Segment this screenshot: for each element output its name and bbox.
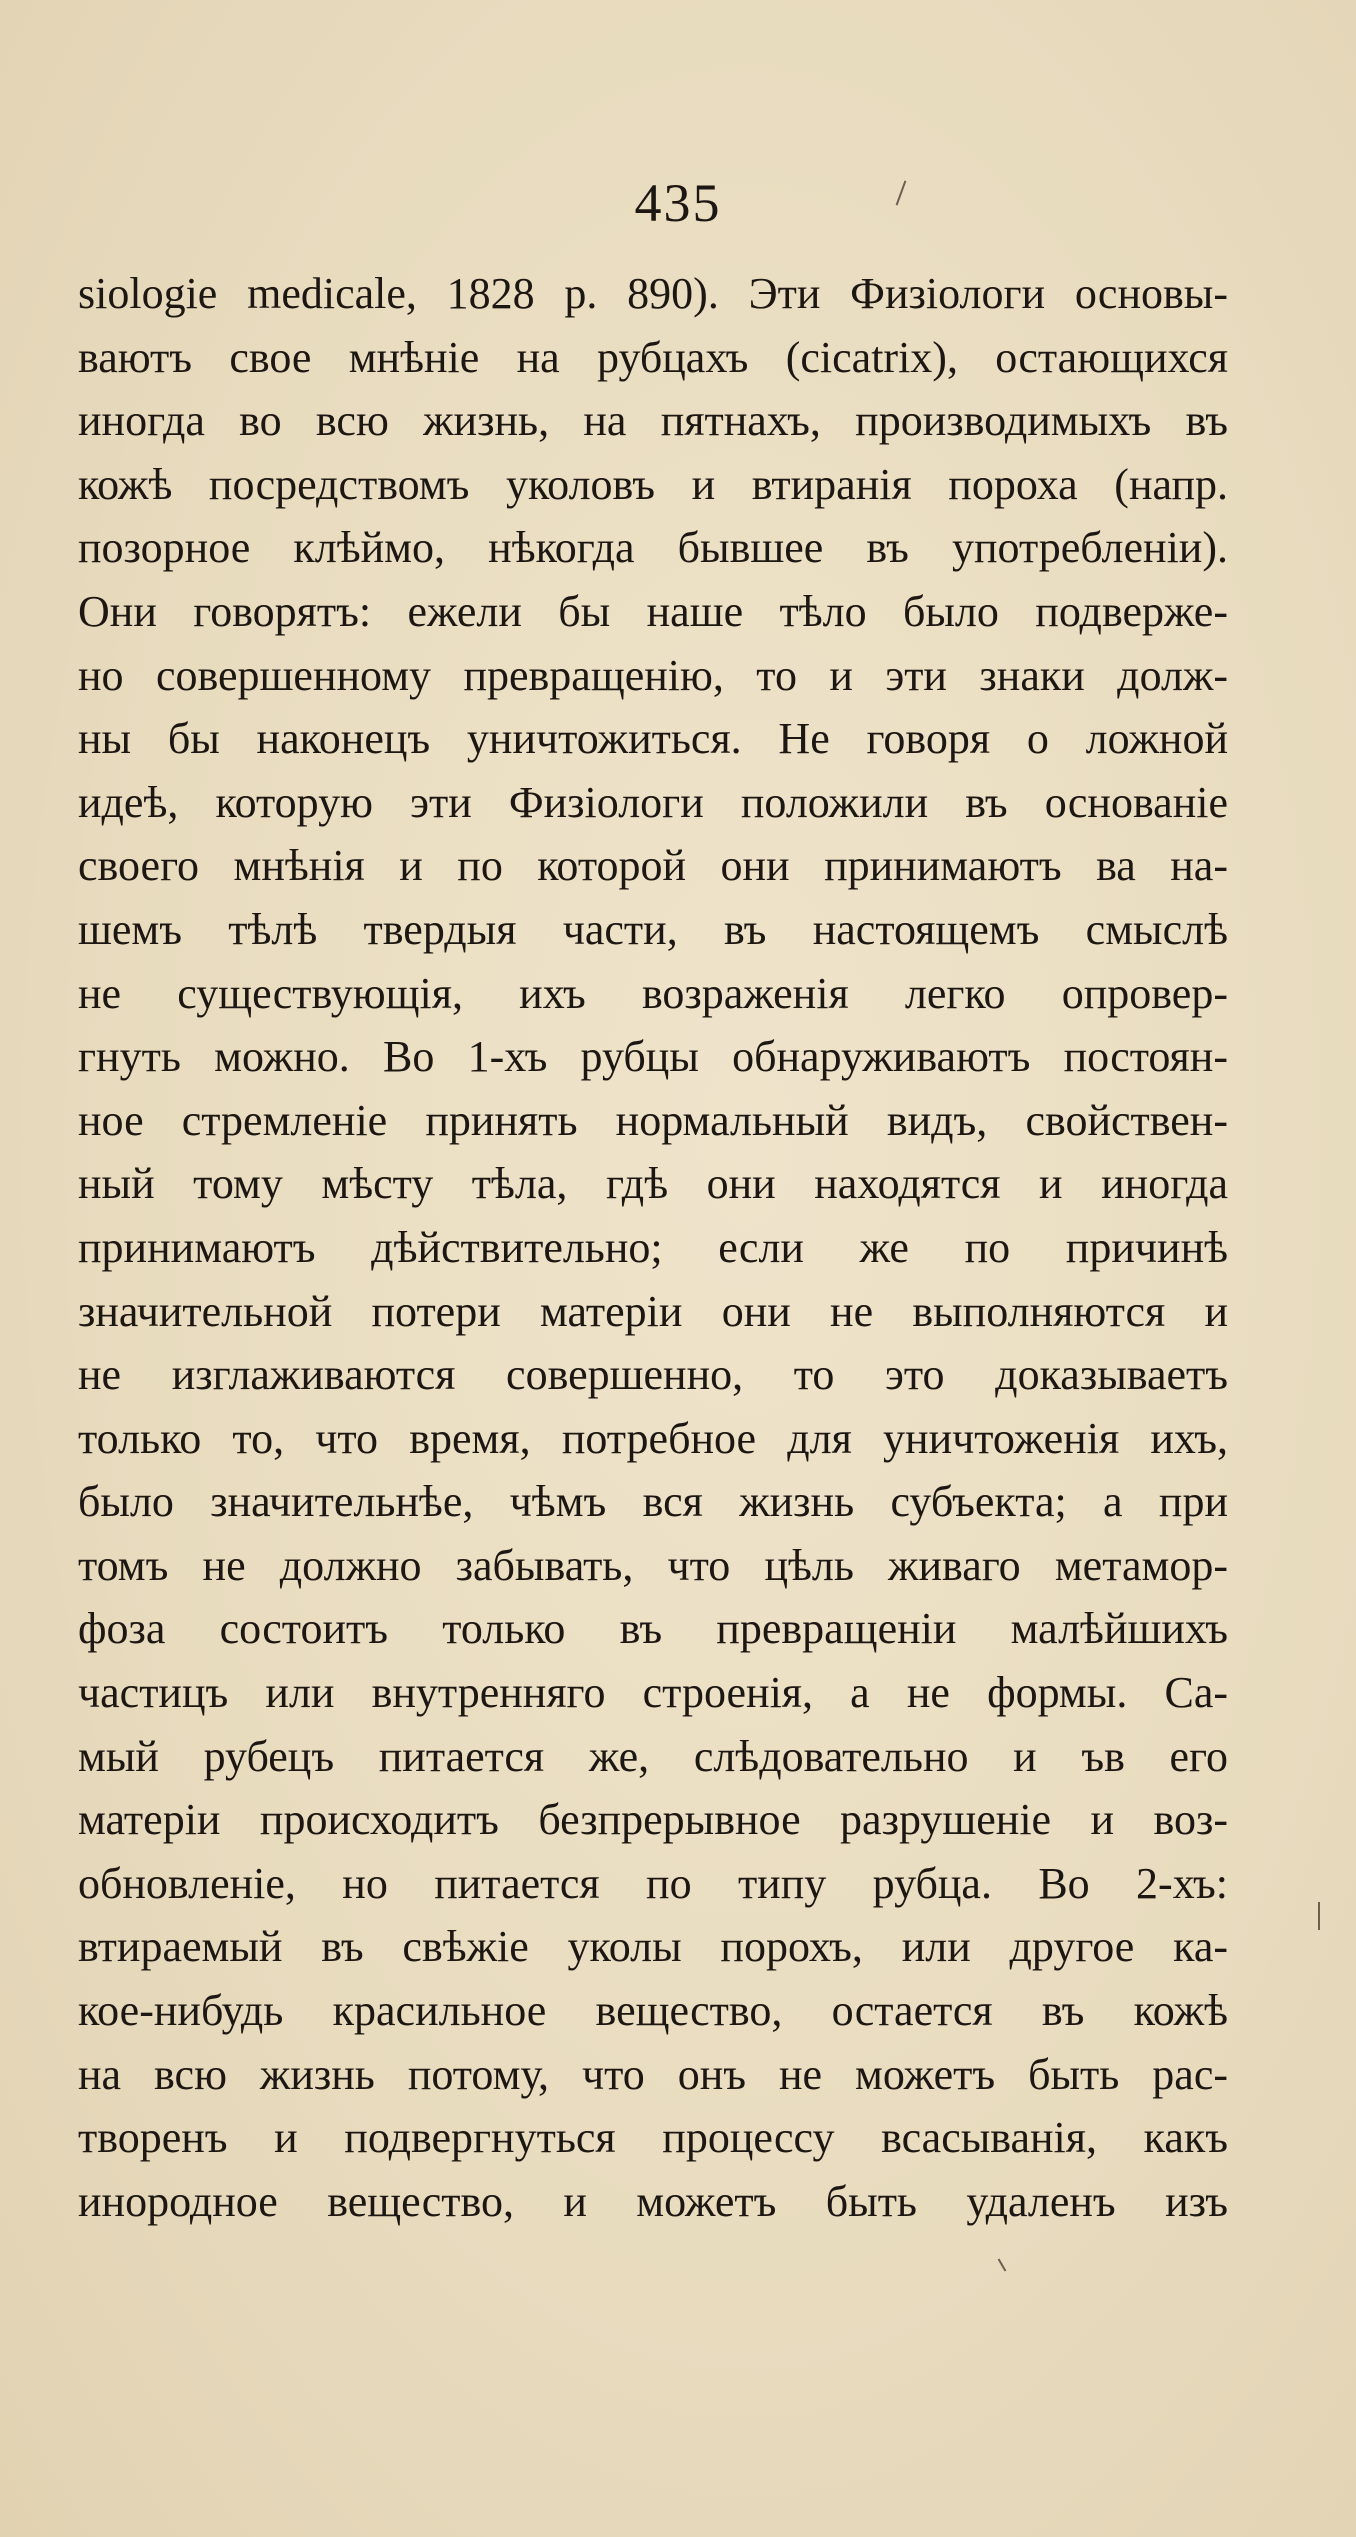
text-line: матеріи происходитъ безпрерывное разрушеніе и воз- <box>78 1795 1228 1845</box>
text-line: шемъ тѣлѣ твердыя части, въ настоящемъ смыслѣ <box>78 904 1228 954</box>
text-line: инородное вещество, и можетъ быть удаленъ изъ <box>78 2176 1228 2226</box>
text-line: на всю жизнь потому, что онъ не можетъ быть рас- <box>78 2049 1228 2099</box>
text-line: не существующія, ихъ возраженія легко опровер- <box>78 968 1228 1018</box>
text-line: втираемый въ свѣжіе уколы порохъ, или другое ка- <box>78 1922 1228 1972</box>
text-line: творенъ и подвергнуться процессу всасыванія, какъ <box>78 2113 1228 2163</box>
text-line: своего мнѣнія и по которой они принимаютъ ва на- <box>78 841 1228 891</box>
text-line: позорное клѣймо, нѣкогда бывшее въ употребленіи). <box>78 523 1228 573</box>
margin-mark <box>998 2258 1007 2271</box>
text-line: частицъ или внутренняго строенія, а не формы. Са- <box>78 1668 1228 1718</box>
text-line: ваютъ свое мнѣніе на рубцахъ (cicatrix), остающихся <box>78 332 1228 382</box>
text-line: ное стремленіе принять нормальный видъ, свойствен- <box>78 1095 1228 1145</box>
text-line: принимаютъ дѣйствительно; если же по причинѣ <box>78 1222 1228 1272</box>
text-line: мый рубецъ питается же, слѣдовательно и ъв его <box>78 1731 1228 1781</box>
body-text <box>78 262 1228 2233</box>
text-line: значительной потери матеріи они не выполняются и <box>78 1286 1228 1336</box>
text-line: было значительнѣе, чѣмъ вся жизнь субъекта; а при <box>78 1477 1228 1527</box>
text-line: иногда во всю жизнь, на пятнахъ, производимыхъ въ <box>78 396 1228 446</box>
text-line: siologie medicale, 1828 p. 890). Эти Физіологи основы- <box>78 269 1228 318</box>
text-line: кое-нибудь красильное вещество, остается въ кожѣ <box>78 1986 1228 2036</box>
text-line: кожѣ посредствомъ уколовъ и втиранія пороха (напр. <box>78 459 1228 509</box>
text-line: Они говорятъ: ежели бы наше тѣло было подверже- <box>78 586 1228 636</box>
text-line: не изглаживаются совершенно, то это доказываетъ <box>78 1350 1228 1400</box>
text-line: фоза состоитъ только въ превращеніи малѣйшихъ <box>78 1604 1228 1654</box>
text-line: идеѣ, которую эти Физіологи положили въ основаніе <box>78 777 1228 827</box>
text-line: ный тому мѣсту тѣла, гдѣ они находятся и иногда <box>78 1159 1228 1209</box>
text-line: гнуть можно. Во 1-хъ рубцы обнаруживаютъ постоян- <box>78 1032 1228 1082</box>
text-line: томъ не должно забывать, что цѣль живаго метамор- <box>78 1540 1228 1590</box>
page-number: 435 <box>634 173 722 233</box>
margin-mark <box>1318 1902 1320 1930</box>
text-line: обновленіе, но питается по типу рубца. Во 2-хъ: <box>78 1858 1228 1908</box>
text-line: ны бы наконецъ уничтожиться. Не говоря о ложной <box>78 714 1228 764</box>
text-line: только то, что время, потребное для уничтоженія ихъ, <box>78 1413 1228 1463</box>
text-line: но совершенному превращенію, то и эти знаки долж- <box>78 650 1228 700</box>
